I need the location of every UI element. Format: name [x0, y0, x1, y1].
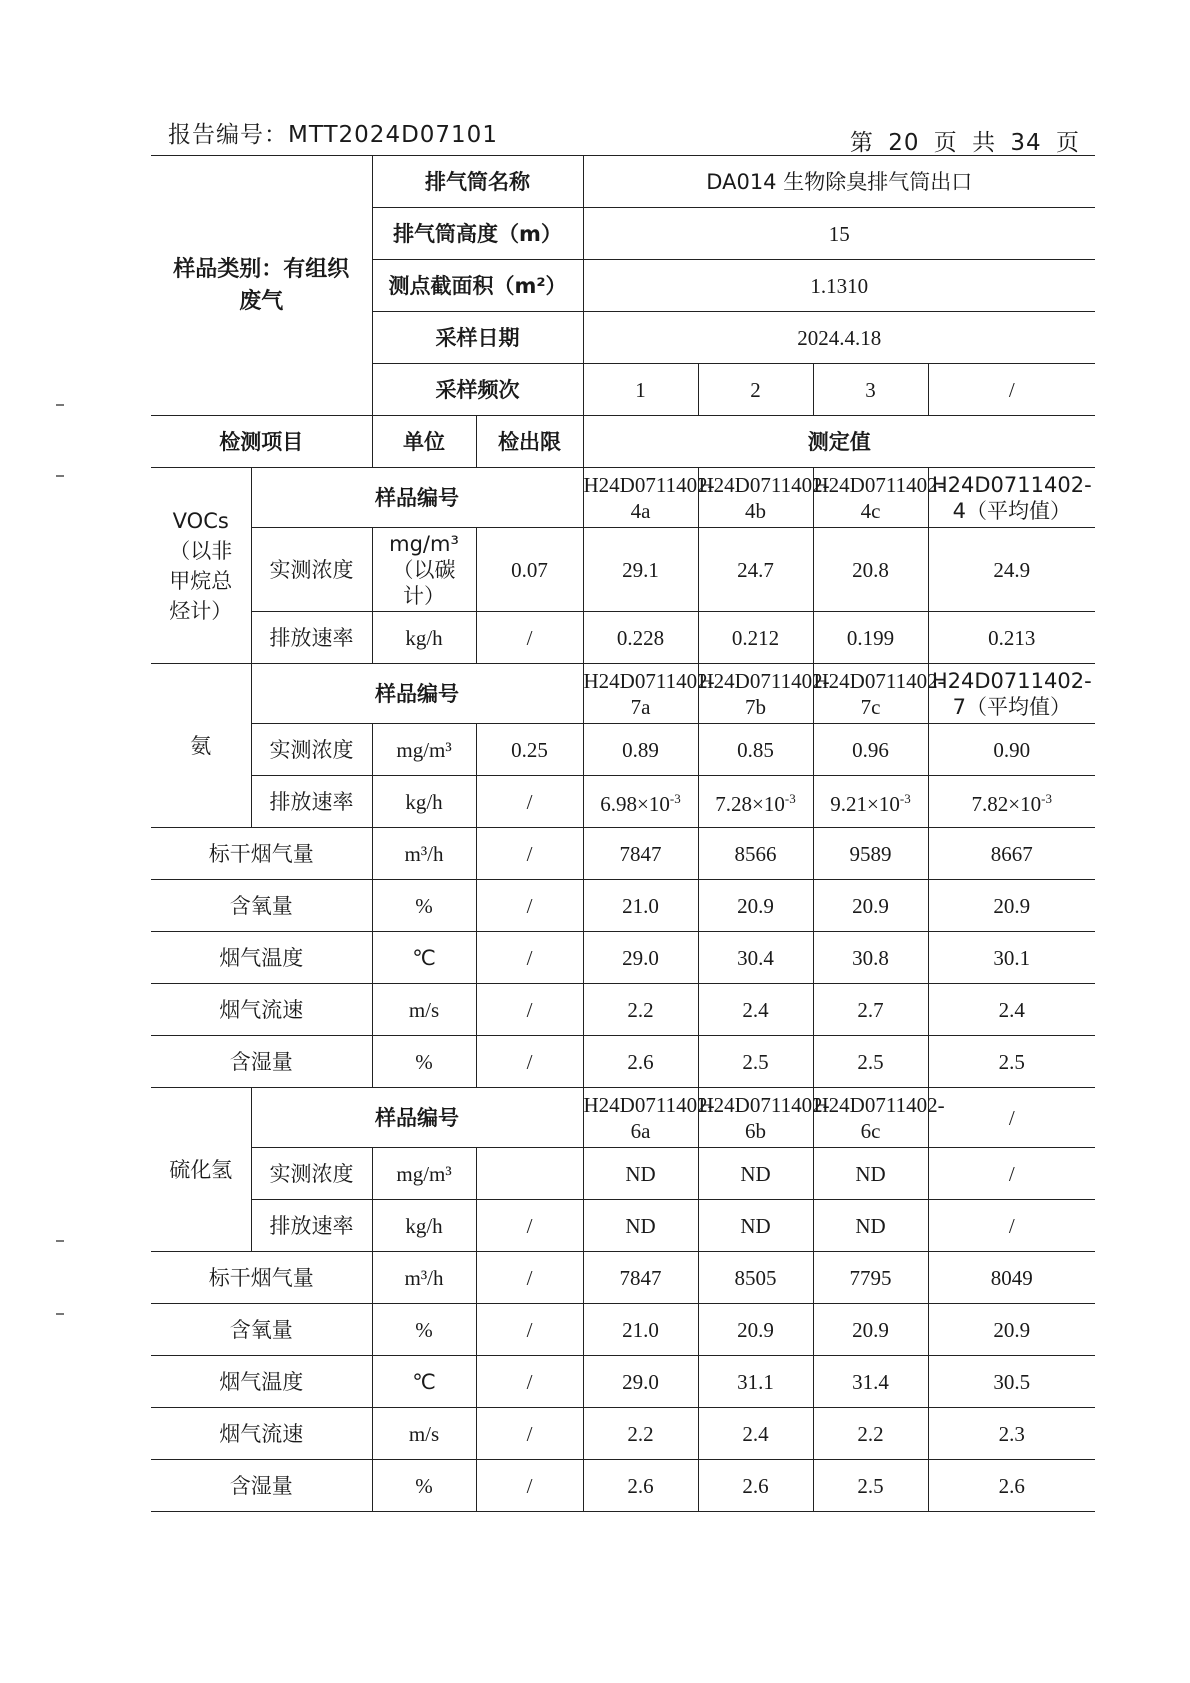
- voc-conc-value: 24.9: [928, 528, 1095, 612]
- scan-mark: [56, 1313, 64, 1315]
- param-value: 2.5: [698, 1036, 813, 1088]
- header-item: 检测项目: [151, 416, 372, 468]
- nh3-rate-label: 排放速率: [251, 776, 372, 828]
- voc-sample-id: H24D0711402-4b: [698, 468, 813, 528]
- param-unit: m/s: [372, 1408, 476, 1460]
- nh3-rate-value: $6.98\times 10^{-3}$: [583, 776, 698, 828]
- stack-name-value: DA014 生物除臭排气筒出口: [583, 156, 1095, 208]
- param-value: 29.0: [583, 932, 698, 984]
- report-table: [151, 155, 1095, 1512]
- param-limit: /: [476, 1036, 583, 1088]
- h2s-sample-id: /: [928, 1088, 1095, 1148]
- param-row-temperature: [151, 1356, 1095, 1408]
- param-row-flow: [151, 828, 1095, 880]
- report-number: 报告编号：MTT2024D07101: [168, 122, 498, 148]
- param-value: 2.5: [813, 1036, 928, 1088]
- param-unit: m³/h: [372, 828, 476, 880]
- param-value: 2.6: [583, 1460, 698, 1512]
- param-limit: /: [476, 828, 583, 880]
- frequency-1: 1: [583, 364, 698, 416]
- param-value: 29.0: [583, 1356, 698, 1408]
- frequency-4: /: [928, 364, 1095, 416]
- date-value: 2024.4.18: [583, 312, 1095, 364]
- voc-conc-label: 实测浓度: [251, 528, 372, 612]
- voc-name: VOCs（以非甲烷总烃计）: [151, 468, 251, 664]
- param-limit: /: [476, 1304, 583, 1356]
- nh3-conc-limit: 0.25: [476, 724, 583, 776]
- param-limit: /: [476, 880, 583, 932]
- h2s-name: 硫化氢: [151, 1088, 251, 1252]
- param-row-velocity: [151, 1408, 1095, 1460]
- nh3-sample-id-row: [151, 664, 1095, 724]
- nh3-sample-id: H24D0711402-7c: [813, 664, 928, 724]
- param-value: 2.4: [698, 1408, 813, 1460]
- voc-rate-unit: kg/h: [372, 612, 476, 664]
- param-value: 31.4: [813, 1356, 928, 1408]
- scan-mark: [56, 1240, 64, 1242]
- nh3-rate-value: $9.21\times 10^{-3}$: [813, 776, 928, 828]
- param-value: 2.5: [813, 1460, 928, 1512]
- param-value: 20.9: [813, 1304, 928, 1356]
- param-name: 烟气温度: [151, 932, 372, 984]
- area-value: 1.1310: [583, 260, 1095, 312]
- param-value: 7795: [813, 1252, 928, 1304]
- param-row-oxygen: [151, 880, 1095, 932]
- voc-conc-row: [151, 528, 1095, 612]
- param-name: 标干烟气量: [151, 1252, 372, 1304]
- nh3-rate-unit: kg/h: [372, 776, 476, 828]
- param-row-temperature: [151, 932, 1095, 984]
- param-value: 2.4: [928, 984, 1095, 1036]
- param-unit: m/s: [372, 984, 476, 1036]
- voc-conc-value: 24.7: [698, 528, 813, 612]
- param-name: 含湿量: [151, 1460, 372, 1512]
- h2s-sample-id: H24D0711402-6c: [813, 1088, 928, 1148]
- param-value: 8505: [698, 1252, 813, 1304]
- h2s-sample-id-row: [151, 1088, 1095, 1148]
- param-value: 21.0: [583, 880, 698, 932]
- voc-rate-value: 0.228: [583, 612, 698, 664]
- param-unit: m³/h: [372, 1252, 476, 1304]
- param-value: 30.4: [698, 932, 813, 984]
- header-value: 测定值: [583, 416, 1095, 468]
- info-row-stack-name: [151, 156, 1095, 208]
- nh3-conc-value: 0.90: [928, 724, 1095, 776]
- param-value: 2.7: [813, 984, 928, 1036]
- voc-conc-unit: mg/m³（以碳计）: [372, 528, 476, 612]
- stack-name-label: 排气筒名称: [372, 156, 583, 208]
- h2s-conc-limit: [476, 1148, 583, 1200]
- param-name: 烟气温度: [151, 1356, 372, 1408]
- stack-height-value: 15: [583, 208, 1095, 260]
- param-name: 含湿量: [151, 1036, 372, 1088]
- nh3-rate-value: $7.28\times 10^{-3}$: [698, 776, 813, 828]
- h2s-rate-unit: kg/h: [372, 1200, 476, 1252]
- frequency-label: 采样频次: [372, 364, 583, 416]
- column-header-row: [151, 416, 1095, 468]
- voc-rate-limit: /: [476, 612, 583, 664]
- param-value: 20.9: [928, 880, 1095, 932]
- param-value: 2.6: [698, 1460, 813, 1512]
- voc-rate-value: 0.213: [928, 612, 1095, 664]
- voc-rate-row: [151, 612, 1095, 664]
- h2s-rate-limit: /: [476, 1200, 583, 1252]
- param-value: 2.4: [698, 984, 813, 1036]
- nh3-conc-value: 0.96: [813, 724, 928, 776]
- param-value: 21.0: [583, 1304, 698, 1356]
- nh3-conc-label: 实测浓度: [251, 724, 372, 776]
- h2s-rate-value: ND: [583, 1200, 698, 1252]
- voc-conc-value: 20.8: [813, 528, 928, 612]
- param-value: 2.2: [583, 984, 698, 1036]
- param-unit: %: [372, 1036, 476, 1088]
- param-value: 2.6: [928, 1460, 1095, 1512]
- param-unit: %: [372, 1304, 476, 1356]
- h2s-rate-value: /: [928, 1200, 1095, 1252]
- date-label: 采样日期: [372, 312, 583, 364]
- voc-sample-id: H24D0711402-4c: [813, 468, 928, 528]
- voc-rate-value: 0.199: [813, 612, 928, 664]
- param-row-humidity: [151, 1036, 1095, 1088]
- scan-mark: [56, 404, 64, 406]
- scan-mark: [56, 475, 64, 477]
- param-value: 7847: [583, 1252, 698, 1304]
- nh3-rate-value: $7.82\times 10^{-3}$: [928, 776, 1095, 828]
- param-value: 2.2: [583, 1408, 698, 1460]
- sample-type: 样品类别：有组织废气: [151, 156, 372, 416]
- param-limit: /: [476, 984, 583, 1036]
- param-value: 30.5: [928, 1356, 1095, 1408]
- param-value: 30.8: [813, 932, 928, 984]
- param-value: 8667: [928, 828, 1095, 880]
- param-unit: %: [372, 880, 476, 932]
- param-value: 30.1: [928, 932, 1095, 984]
- h2s-conc-label: 实测浓度: [251, 1148, 372, 1200]
- param-row-humidity: [151, 1460, 1095, 1512]
- nh3-sample-id: H24D0711402-7（平均值）: [928, 664, 1095, 724]
- param-row-oxygen: [151, 1304, 1095, 1356]
- nh3-rate-limit: /: [476, 776, 583, 828]
- param-value: 2.5: [928, 1036, 1095, 1088]
- voc-sample-id: H24D0711402-4a: [583, 468, 698, 528]
- param-unit: ℃: [372, 1356, 476, 1408]
- h2s-sample-id: H24D0711402-6a: [583, 1088, 698, 1148]
- nh3-conc-row: [151, 724, 1095, 776]
- param-unit: ℃: [372, 932, 476, 984]
- nh3-sample-id-label: 样品编号: [251, 664, 583, 724]
- param-value: 31.1: [698, 1356, 813, 1408]
- param-value: 2.2: [813, 1408, 928, 1460]
- h2s-rate-label: 排放速率: [251, 1200, 372, 1252]
- param-name: 含氧量: [151, 880, 372, 932]
- nh3-name: 氨: [151, 664, 251, 828]
- h2s-conc-value: /: [928, 1148, 1095, 1200]
- h2s-conc-unit: mg/m³: [372, 1148, 476, 1200]
- h2s-conc-value: ND: [813, 1148, 928, 1200]
- stack-height-label: 排气筒高度（m）: [372, 208, 583, 260]
- param-value: 7847: [583, 828, 698, 880]
- param-value: 8566: [698, 828, 813, 880]
- param-name: 烟气流速: [151, 1408, 372, 1460]
- param-limit: /: [476, 932, 583, 984]
- param-value: 8049: [928, 1252, 1095, 1304]
- voc-rate-label: 排放速率: [251, 612, 372, 664]
- nh3-sample-id: H24D0711402-7b: [698, 664, 813, 724]
- frequency-3: 3: [813, 364, 928, 416]
- param-name: 烟气流速: [151, 984, 372, 1036]
- voc-sample-id-label: 样品编号: [251, 468, 583, 528]
- nh3-sample-id: H24D0711402-7a: [583, 664, 698, 724]
- nh3-conc-unit: mg/m³: [372, 724, 476, 776]
- h2s-conc-value: ND: [698, 1148, 813, 1200]
- param-unit: %: [372, 1460, 476, 1512]
- param-value: 2.3: [928, 1408, 1095, 1460]
- param-limit: /: [476, 1460, 583, 1512]
- param-limit: /: [476, 1252, 583, 1304]
- param-value: 2.6: [583, 1036, 698, 1088]
- header-limit: 检出限: [476, 416, 583, 468]
- page-number: 第 20 页 共 34 页: [849, 130, 1080, 156]
- nh3-rate-row: [151, 776, 1095, 828]
- param-row-velocity: [151, 984, 1095, 1036]
- param-value: 20.9: [928, 1304, 1095, 1356]
- voc-rate-value: 0.212: [698, 612, 813, 664]
- h2s-sample-id-label: 样品编号: [251, 1088, 583, 1148]
- param-value: 20.9: [698, 1304, 813, 1356]
- h2s-conc-row: [151, 1148, 1095, 1200]
- area-label: 测点截面积（m²）: [372, 260, 583, 312]
- voc-conc-limit: 0.07: [476, 528, 583, 612]
- voc-conc-value: 29.1: [583, 528, 698, 612]
- param-name: 标干烟气量: [151, 828, 372, 880]
- voc-sample-id: H24D0711402-4（平均值）: [928, 468, 1095, 528]
- param-row-flow: [151, 1252, 1095, 1304]
- header-unit: 单位: [372, 416, 476, 468]
- nh3-conc-value: 0.85: [698, 724, 813, 776]
- param-value: 20.9: [698, 880, 813, 932]
- nh3-conc-value: 0.89: [583, 724, 698, 776]
- param-name: 含氧量: [151, 1304, 372, 1356]
- h2s-rate-value: ND: [698, 1200, 813, 1252]
- param-limit: /: [476, 1356, 583, 1408]
- h2s-conc-value: ND: [583, 1148, 698, 1200]
- h2s-sample-id: H24D0711402-6b: [698, 1088, 813, 1148]
- param-limit: /: [476, 1408, 583, 1460]
- voc-sample-id-row: [151, 468, 1095, 528]
- h2s-rate-value: ND: [813, 1200, 928, 1252]
- h2s-rate-row: [151, 1200, 1095, 1252]
- frequency-2: 2: [698, 364, 813, 416]
- param-value: 9589: [813, 828, 928, 880]
- param-value: 20.9: [813, 880, 928, 932]
